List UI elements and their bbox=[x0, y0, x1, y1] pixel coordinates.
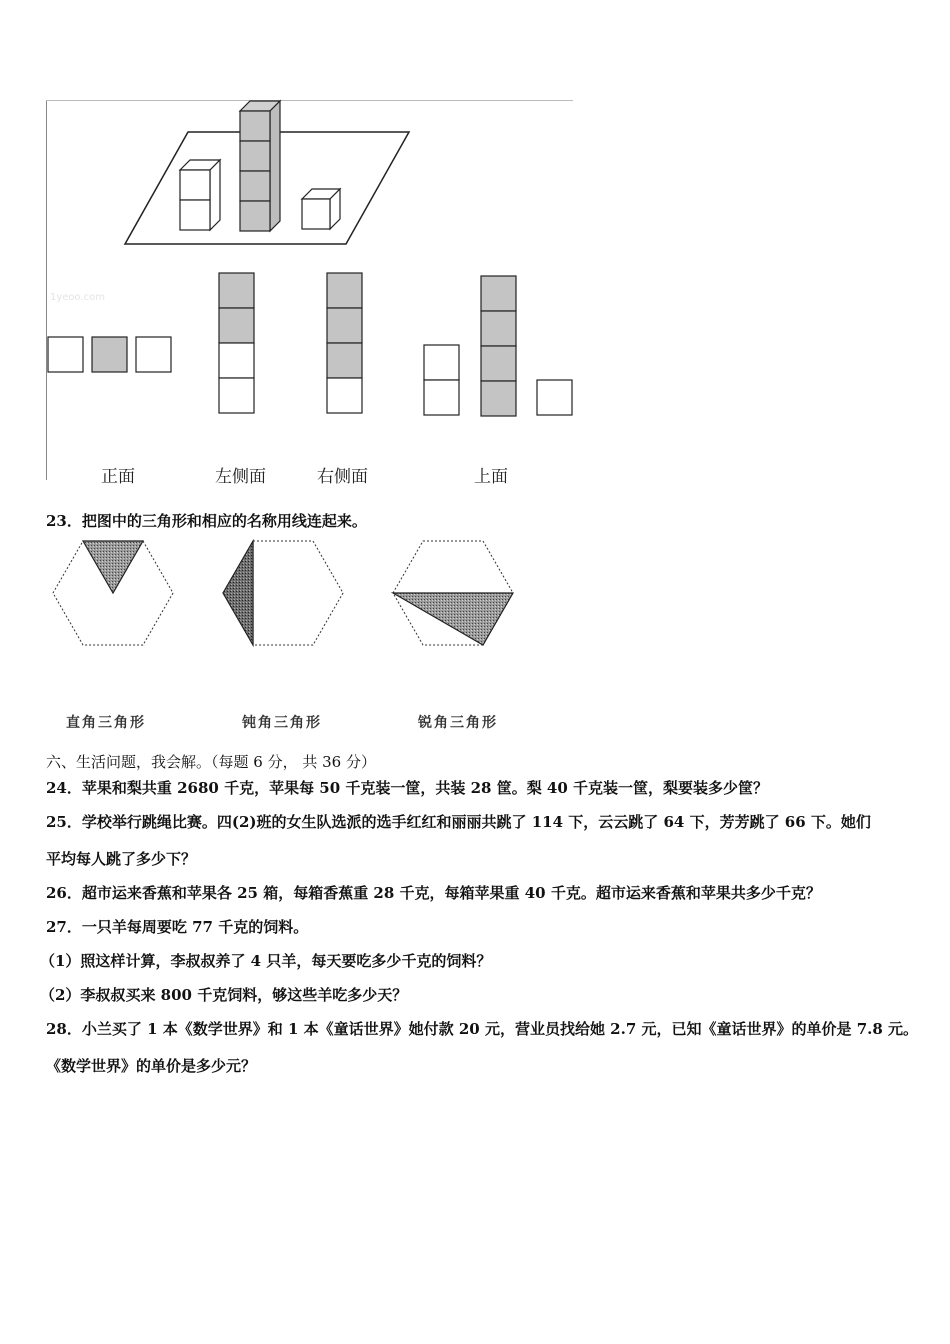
three-views-figure bbox=[0, 0, 600, 500]
question-25-line2: 平均每人跳了多少下？ bbox=[46, 850, 197, 868]
left-side-view bbox=[219, 273, 254, 413]
question-27-part1: （1）照这样计算，李叔叔养了 4 只羊，每天要吃多少千克的饲料？ bbox=[40, 952, 492, 970]
question-27-text: 27．一只羊每周要吃 77 千克的饲料。 bbox=[46, 918, 309, 936]
right-side-view bbox=[327, 273, 362, 413]
triangle-label-1: 直角三角形 bbox=[66, 715, 146, 731]
left-view-label: 左侧面 bbox=[215, 467, 266, 487]
question-25-line1: 25．学校举行跳绳比赛。四(2)班的女生队选派的选手红红和丽丽共跳了 114 下，云云跳了 64 下，芳芳跳了 66 下。她们 bbox=[46, 813, 871, 831]
front-view bbox=[48, 337, 171, 372]
watermark-text: 1yeoo.com bbox=[50, 292, 106, 303]
hexagon-2 bbox=[223, 541, 343, 645]
acute-triangle-shape bbox=[393, 593, 513, 645]
question-28-line2: 《数学世界》的单价是多少元？ bbox=[46, 1057, 257, 1075]
block-views-drawing bbox=[0, 0, 600, 500]
triangle-label-2: 钝角三角形 bbox=[242, 715, 322, 731]
question-27-part2: （2）李叔叔买来 800 千克饲料，够这些羊吃多少天？ bbox=[40, 986, 408, 1004]
triangle-label-3: 锐角三角形 bbox=[418, 715, 498, 731]
left-stack bbox=[180, 160, 220, 230]
top-view-label: 上面 bbox=[474, 467, 508, 487]
hexagon-figures bbox=[40, 530, 540, 690]
question-26-text: 26．超市运来香蕉和苹果各 25 箱，每箱香蕉重 28 千克，每箱苹果重 40 千克。超市运来香蕉和苹果共多少千克？ bbox=[46, 884, 821, 902]
right-cube bbox=[302, 189, 340, 229]
front-view-label: 正面 bbox=[101, 467, 135, 487]
hexagon-3 bbox=[393, 541, 513, 645]
right-view-label: 右侧面 bbox=[317, 467, 368, 487]
top-view bbox=[424, 276, 572, 416]
section-6-heading: 六、生活问题，我会解。（每题 6 分， 共 36 分） bbox=[46, 753, 376, 771]
question-28-line1: 28．小兰买了 1 本《数学世界》和 1 本《童话世界》她付款 20 元，营业员找给她 2.7 元，已知《童话世界》的单价是 7.8 元。 bbox=[46, 1020, 919, 1038]
right-triangle-shape bbox=[83, 541, 143, 593]
obtuse-triangle-shape bbox=[223, 541, 253, 645]
hexagon-triangles-drawing bbox=[40, 530, 540, 690]
middle-stack bbox=[240, 101, 280, 231]
hexagon-1 bbox=[53, 541, 173, 645]
question-23-text: 23．把图中的三角形和相应的名称用线连起来。 bbox=[46, 512, 367, 530]
question-24-text: 24．苹果和梨共重 2680 千克，苹果每 50 千克装一筐，共装 28 筐。梨 40 千克装一筐，梨要装多少筐？ bbox=[46, 779, 769, 797]
